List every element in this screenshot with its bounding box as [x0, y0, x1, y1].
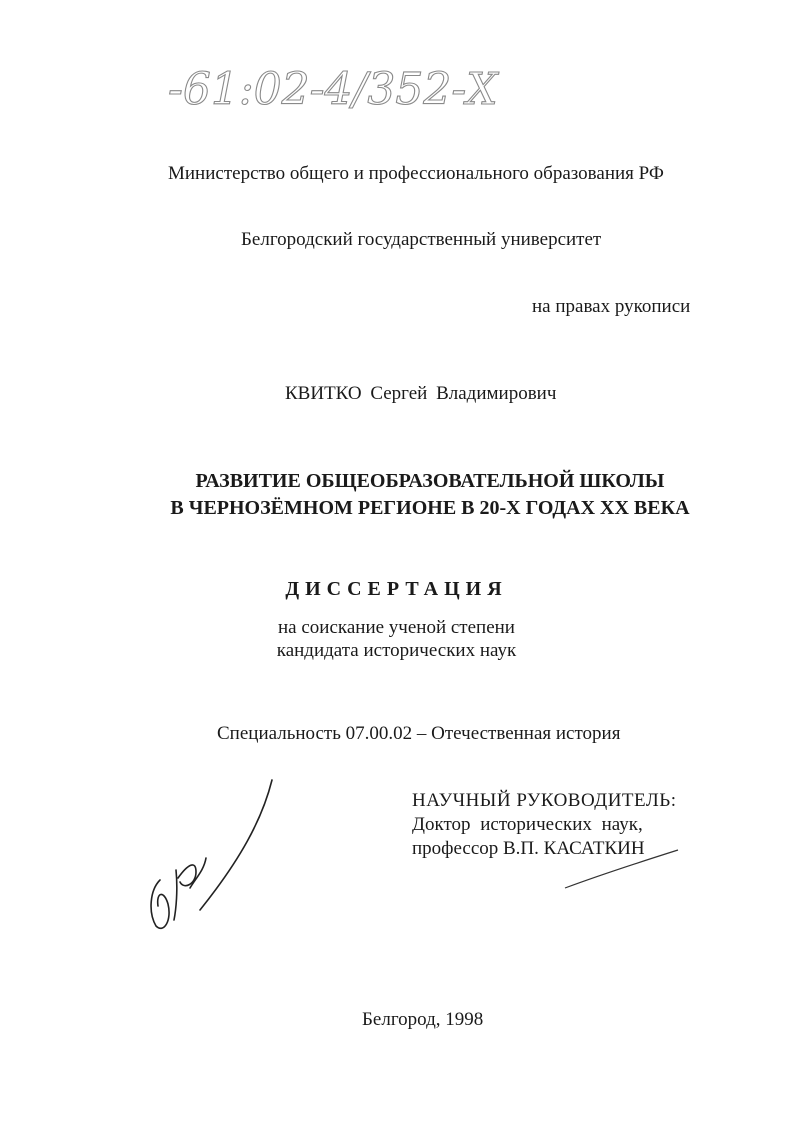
degree-info — [0, 616, 793, 662]
dissertation-title — [150, 468, 710, 522]
supervisor-degree: Доктор исторических наук, — [412, 814, 643, 835]
title-line-1: РАЗВИТИЕ ОБЩЕОБРАЗОВАТЕЛЬНОЙ ШКОЛЫ — [195, 470, 665, 492]
specialty: Специальность 07.00.02 – Отечественная история — [217, 723, 621, 744]
author-name: КВИТКО Сергей Владимирович — [285, 383, 557, 404]
degree-line-1: на соискание ученой степени — [278, 617, 515, 638]
manuscript-rights: на правах рукописи — [532, 296, 691, 317]
title-line-2: В ЧЕРНОЗЁМНОМ РЕГИОНЕ В 20-Х ГОДАХ ХХ ВЕКА — [170, 497, 690, 519]
supervisor-block — [412, 789, 676, 861]
supervisor-label: НАУЧНЫЙ РУКОВОДИТЕЛЬ: — [412, 790, 677, 811]
degree-line-2: кандидата исторических наук — [276, 640, 517, 661]
supervisor-name: профессор В.П. КАСАТКИН — [412, 838, 645, 859]
document-type: ДИССЕРТАЦИЯ — [285, 578, 508, 600]
ministry-name: Министерство общего и профессионального образования РФ — [168, 163, 664, 184]
university-name: Белгородский государственный университет — [241, 229, 602, 250]
archive-mark: -61:02-4/352-Х — [168, 64, 498, 115]
place-year: Белгород, 1998 — [362, 1009, 484, 1030]
author-signature — [151, 780, 272, 928]
